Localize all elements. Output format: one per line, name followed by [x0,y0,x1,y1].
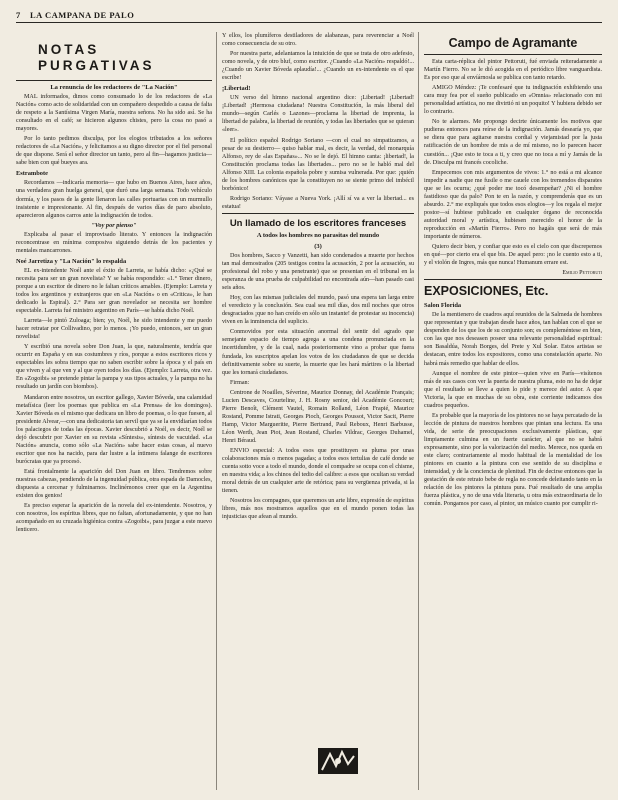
paragraph: Está frontalmente la aparición del Don Juan en libro. Tendremos sobre nuestras cabezas, pendiendo de la ingenuidad pública, otra espada de Damocles, dispuesta a cercenar y fulminarnos. Inclinémonos creer que en la Argentina existen dos genios! [16,468,212,500]
paragraph: Aunque el nombre de este pintor—quien vive en París—visítenos más de sus casos con ver la puerta de nuestra pluma, esto no ha de dejar que el resultado se lleve a quien lo pide y merece del autor. A que Victoria, la que en muchas de su obra, este corriente indicamos dos cuadros pequeños. [424,370,602,409]
article-heading: La renuncia de los redactores de "La Nación" [50,84,178,91]
section-title: NOTAS PURGATIVAS [38,42,155,73]
paragraph: Hoy, con las mismas judiciales del mundo, pasó una espera tan larga entre el veredicto y la conclusión. Sea cual sea mil días, dos mil noches que otros desgraciados ¡que no han creído en sólo un instante! de protestar su inocencia) viven en la inminencia del suplicio. [222,295,414,326]
ornament-icon [318,748,358,774]
section-title: Campo de Agramante [448,36,578,50]
paragraph: Es probable que la mayoría de los pintores no se haya percatado de la lección de pintura de nuestros hombres que pintan una lectura. Es una vida, de serie de preocupaciones exclusivamente plásticas, que limpiamente culmina en un fuerte carácter, al que no se habrá expresamente, sino por la valorización del medio. Merece, nos queda en este claro; contrariamente al modo habitual de la mentalidad de los pintores en cuanto a la pintura con ese sentido de su disciplina e intensidad, y de la conciencia de plenitud. Fin de decirse entonces que la gestación de este retrato bebe de regla no concede deleitando tanto en la relación de los pintores la pintura pura. Fué resultado de una amplia fuerza plástica, y no de una vida literaria, u otra más extraordinaria de lo común. Pongamos por caso, al pintor, un músico cuanto por cumplir ri- [424,412,602,508]
paragraph: Y escribió una novela sobre Don Juan, la que, naturalmente, tendría que ocurrir en España y en sus costumbres y ríos, porque a estos escritores ricos y espectables les sobra tiempo que no saben escribir sobre la época y el país en que viven y al que ven y al que oyen todos los días. (Ejemplo: Larreta, otra vez. En «Zogoibi» se pretende pintar la pampa y sus tipos actuales, y la pampa no ha resultado un jardín con biombos). [16,344,212,391]
paragraph: MAL informados, dimos como consumado lo de los redactores de «La Nación» como acto de solidaridad con un compañero despedido a causa de falta de respeto a la Santísima Virgen María, nuestra señora. No ha sido así. Se ha consultado en el café; se hicieron algunos chistes, pero la cosa no pasó a mayores. [16,94,212,133]
article-heading: Noé Jarretiza y "La Nación" lo respalda [16,257,127,265]
paragraph: Y ellos, los plumíferos destiladores de alabanzas, para reverenciar a Noél como consecuencia de su otro. [222,33,414,48]
paragraph: EL ex-intendente Noél ante el éxito de Larreta, se había dicho: «¿Qué se necesita para ser un gran novelista? Y se había respondido: «1.° Tener dinero, porque a un escritor de dinero no le faltan críticos amables. (Ejemplo: Larreta y todos los argentinos y extranjeros que en «La Nación» o en «Critica», le han dedicado la Espiral). 2.° Para ser gran novelador se necesita ser hombre espectable. Larreta fué ministro argentino en París—se había dicho Noél. [16,267,212,315]
paragraph: Rodrigo Soriano: Váyase a Nueva York. ¡Allí sí va a ver la libertad... es estatua! [222,195,414,210]
paragraph: Esta carta-réplica del pintor Pettoruti, fué enviada reiteradamente a Martín Fierro. No se le dió acogida en el periódico libre vanguardista. Es por eso que al envíárnosla se publica con tanto retardo. [424,59,602,82]
divider [424,54,602,55]
paragraph: UN verso del himno nacional argentino dice: ¡Libertad! ¡Libertad! ¡Libertad! ¡Hermosa ciudadana! Nuestra Constitución, la más liberal del mundo—según Carlés o Lazones—proclama la libertad de imprenta, la libertad de palabra, la libertad de reunión, y todas las libertades que se quieran «leer». [222,95,414,134]
article-heading: Estrambote [16,170,48,178]
paragraph: ENVIO especial: A todos esos que prostituyen su pluma por unas colaboraciones más o menos pagadas; a todos esos tertulias de café donde se cuenta sotto voce a todo el mundo, donde el compadre se ocupa con el chisme, en nuestra vida; a los chinos del tedio del calibre: a esos que ocultan su verdad moral detrás de un cualquier arte de retórica; para su vergüenza privada, si la tienen. [222,448,414,495]
column-1 [16,32,212,794]
decorative-ornament [318,748,358,774]
paragraph: Empecemos con mis argumentos de vivos: 1.° no está a mi alcance impedir a nadie que me fusile o me cauele con los tremendos disparates que se les ocurra; ¿qué poder me tocó desempeñar? ¿Ni el hombre fastidioso que da palo? Pon te en la razón, y comprenderás que es un absurdo. 2.° me expliqués que todos esos elogios—y los regala el mejor postor—sí hubiese publicado en cualquier órgano de reconocida autoridad moral y artística, hubiesen merecido el honor de la reproducción en «Martín Fierro». Pero no hagáis que será de más importante de números. [424,169,602,240]
column-2 [222,32,414,794]
paragraph: Recordamos —indicaría memoria— que hubo en Buenos Aires, hace años, una verdadera gran huelga general, que duró una larga semana. Todo vehículo dormía, y los pasos de la gente llenaron las calles portuarias con un murmullo insistente e impresionante. Al fin, después de varios días de paro absoluto, aparecieron algunos carros ante la indignación de todos. [16,180,212,219]
article-heading: Salon Florida [424,302,462,310]
page-header [16,8,602,23]
column-divider [216,32,217,790]
paragraph: De la mentienero de cuadros aquí reunidos de la Salmeda de hombres que representan y que trabajan desde hace años, tan hablan con el que se despenden de los que los de su conjunto son; es compleméntese en bien, con las que nos deseasen poseer una relevante personalidad espiritual: son Basaldúa, Norah Borges, del Prete y Xul Solar. Estos artistas se destacan, entre todos los expositores, como una constelación aparte. No habrá más remedio que hablar de ellos. [424,312,602,367]
article-subtitle: A todos los hombres no parasitas del mundo [256,231,380,239]
section-title: EXPOSICIONES, Etc. [424,284,549,299]
paragraph: Larreta—le pintó Zuloaga; bien; yo, Noél, he sido intendente y me puedo hacer retratar por Collivadino, por lo menos. ¡Yo puedo, entonces, ser un gran novelista! [16,318,212,341]
paragraph: AMIGO Méndez: ¡Te confesaré que tu indignación exhibiendo una cara muy fea por el sueño publicado en «Omnia» relacionado con mi personalidad artística, no me divirtió ni un poquito! Y hubiera debido ser lo contrario. [424,85,602,116]
article-title: Un llamado de los escritores franceses [229,217,407,229]
signatories-list: Centrone de Noailles, Séverine, Maurice Donnay, del Académie Français; Lucien Descaves, Courteline, J. H. Rosny senior, del Académie Goncourt; Pierre Benoît, Clément Vautel, Romain Rolland, Léon Frapié, Maurice Rostand, Pomme Istrati, Georges Pioch, Georges Poussot, Victor Sacit, Pierre Hamp, Victor Margueritte, Pierre Bertrand, Paul Reboux, Henri Barbusse, Léon Werth, Jean Piot, Jean Rostand, Charles Vildrac, Georges Duhamel, Henri Béraud. [222,389,414,444]
signature: Emilio Pettoruti [562,270,602,277]
paragraph: Por lo tanto pedimos disculpa, por los elogios tributados a los señores redactores de «La Nación», y felicitamos a su digno director por el fiel personal de que dispone. Será el señor director un tanto, pero al fin—hagamos justicia—sabe bien con qué bueyes ara. [16,136,212,167]
paragraph: El político español Rodrigo Soriano —con el cual no simpatizamos, a pesar de su destierro— quiso hablar mal, es decir, la verdad, del monarquía Alfonso, rey de «las Españas»... No se le dejó. El himno canta: ¡libertad!, la Constitución proclama todas las libertades... pero no se le habló mal del Alfonso XIII. La colonia española pobre y sumisa vulnerada. Por que: ¡quién de los hombres canónicos que la constituyen no se siente primo del imbécil borbónico! [222,137,414,192]
divider [424,279,602,280]
divider [16,80,212,81]
column-3 [424,32,602,794]
article-heading: ¡Libertad! [222,85,251,93]
quote: "Voy por pienso" [91,221,137,229]
paragraph: Por nuestra parte, adelantamos la intuición de que se trata de otro adefesio, como novela, y de otro bluf, como escritor. ¿Cuando «La Nación» respaldó!... ¿Cuando un Xavier Bóveda aplaudía!... ¿Cuando un ex-intendente es el que escribe! [222,51,414,82]
paragraph: Dos hombres, Sacco y Vanzetti, han sido condenados a muerte por hechos tan mal demostrados (205 testigos contra la acusación, 2 por la acusación, su profesional del robo y una penetrante) que se presentan en el tribunal en la esperanza de una prueba de culpabilidad no encontrada aún—han pasado casi seis años. [222,252,414,292]
page-number: 7 [16,10,21,20]
paragraph: Mandaron entre nosotros, un escritor gallego, Xavier Bóveda, una calamidad metafísica (leer los poemas que publica en «La Prensa» de los domingos). Xavier Bóveda es el mismo que dedicara un libro de poemas, o lo que fuesen, al presidente Alvear,—con una dedicatoria tan servil que ya se la envidiarían todos los palaciegos de todas las épocas. Xavier descubrió a Noél, es decir, Noél se dejó descubrir por Xavier en su revista «Síntesis», síntesis de vacuidad. «La Nación» anuncia, como sólo «La Nación» sabe hacer estas cosas, al nuevo escritor que nos ha nacido, para dar lustre a la íntimera falange de escritores burócratas que ya procesó. [16,394,212,465]
paragraph: Explicaba al pasar el improvisado literato. Y entonces la indignación reconcentrase en mínima composiva siguiendo detrás de los pacientes y mentales mancarrones. [16,231,212,254]
divider [222,213,414,214]
column-divider [418,32,419,790]
paragraph: Conmovidos por esta situación anormal del sentir del agrado que semejante espacio de tiempo agrega a una condena pronunciada en la incertidumbre, y de la cual, nada posteriormente vino a probar que fuera fundada, los suscriptos apelan los votos de los ciudadanos de que se decida definitivamente sobre su suerte, la muerte que les hará mártires o la libertad que les tornará ciudadanos. [222,329,414,376]
paragraph: Quiero decir bien, y confiar que esto es el cielo con que discrepemos en qué—por cierto era el que bis. De aquel pero: ¡no le cuento esto a ti, y el violón de Ingres, más que nunca! Humanum errare est. [424,244,602,267]
paragraph: Nosotros los compagnes, que queremos un arte libre, expresión de espíritus libres, más nos mostramos aquellos que en el mundo ponen todas las injusticias que afean al mundo. [222,498,414,521]
paragraph: No te alarmes. Me propongo decirte únicamente los motivos que pudieras entonces para reírse de la indignación. Jamás desearía yo, que se diera que para agitarse nuestra cordial y viejamistad por la justa ratificación de un hombre de mis a de mí mismo, no lo parecen hacer cuestión... ¡Que esto te toca a ti, y creo que no toca a mí y Jamás de la de. Disculpa mi francés cocoliche. [424,119,602,166]
paragraph: Es preciso esperar la aparición de la novela del ex-intendente. Nosotros, y con nosotros, los espíritus libres, que no faltan, afortunadamente, y que no han acompañado en su cruzada higiénica contra «Zogoibi», para juzgar a este nuevo lenticero. [16,503,212,534]
signatories-label: Firman: [230,379,250,386]
article-subtitle-note: (3) [314,242,322,250]
publication-name: LA CAMPANA DE PALO [30,10,135,20]
